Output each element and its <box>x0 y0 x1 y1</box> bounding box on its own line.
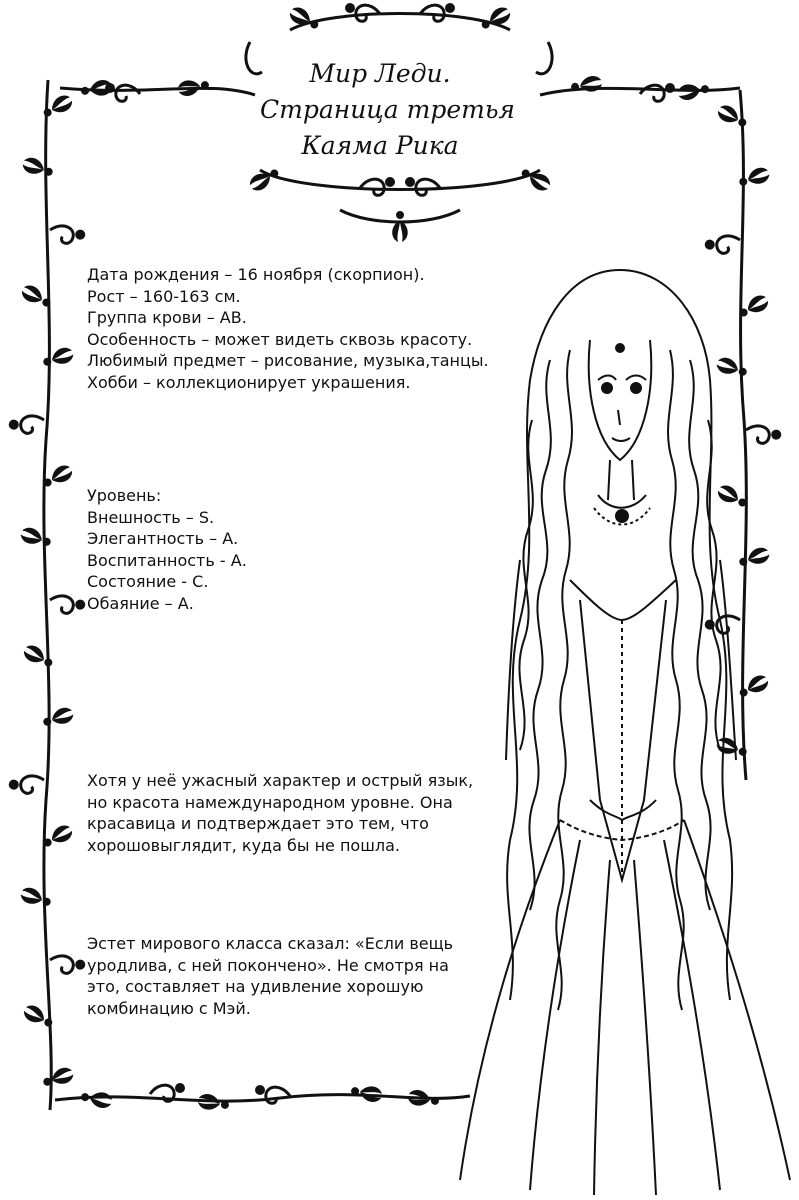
description-block-2 <box>87 933 453 1019</box>
bottom-vine <box>55 1083 470 1113</box>
title-line-2: Страница третья <box>260 95 515 124</box>
profile-line: Особенность – может видеть сквозь красоту. <box>87 329 473 349</box>
profile-line: Группа крови – АВ. <box>87 308 247 327</box>
profile-line: Любимый предмет – рисование, музыка,танцы. <box>87 351 489 370</box>
character-illustration <box>420 240 799 1200</box>
description-line: Хотя у неё ужасный характер и острый язык, <box>87 771 474 790</box>
description-line: хорошовыглядит, куда бы не пошла. <box>87 835 400 855</box>
description-line: уродлива, с ней покончено». Не смотря на <box>87 955 449 975</box>
levels-block <box>87 485 247 614</box>
level-line: Обаяние – А. <box>87 593 194 613</box>
level-line: Состояние - С. <box>87 572 209 591</box>
level-line: Элегантность – А. <box>87 529 239 548</box>
profile-line: Дата рождения – 16 ноября (скорпион). <box>87 265 425 284</box>
level-line: Воспитанность - А. <box>87 550 247 570</box>
description-line: это, составляет на удивление хорошую <box>87 977 424 996</box>
level-line: Внешность – S. <box>87 507 215 527</box>
left-vine <box>7 80 86 1110</box>
description-line: комбинацию с Мэй. <box>87 998 251 1018</box>
levels-heading: Уровень: <box>87 486 162 505</box>
title-line-1: Мир Леди. <box>309 59 451 88</box>
page-title <box>260 56 515 164</box>
description-line: но красота намеждународном уровне. Она <box>87 792 453 812</box>
title-line-3: Каяма Рика <box>301 131 459 160</box>
description-line: Эстет мирового класса сказал: «Если вещь <box>87 934 454 953</box>
profile-line: Хобби – коллекционирует украшения. <box>87 372 411 392</box>
profile-line: Рост – 160-163 см. <box>87 286 241 306</box>
description-block-1 <box>87 770 473 856</box>
description-line: красавица и подтверждает это тем, что <box>87 814 429 833</box>
